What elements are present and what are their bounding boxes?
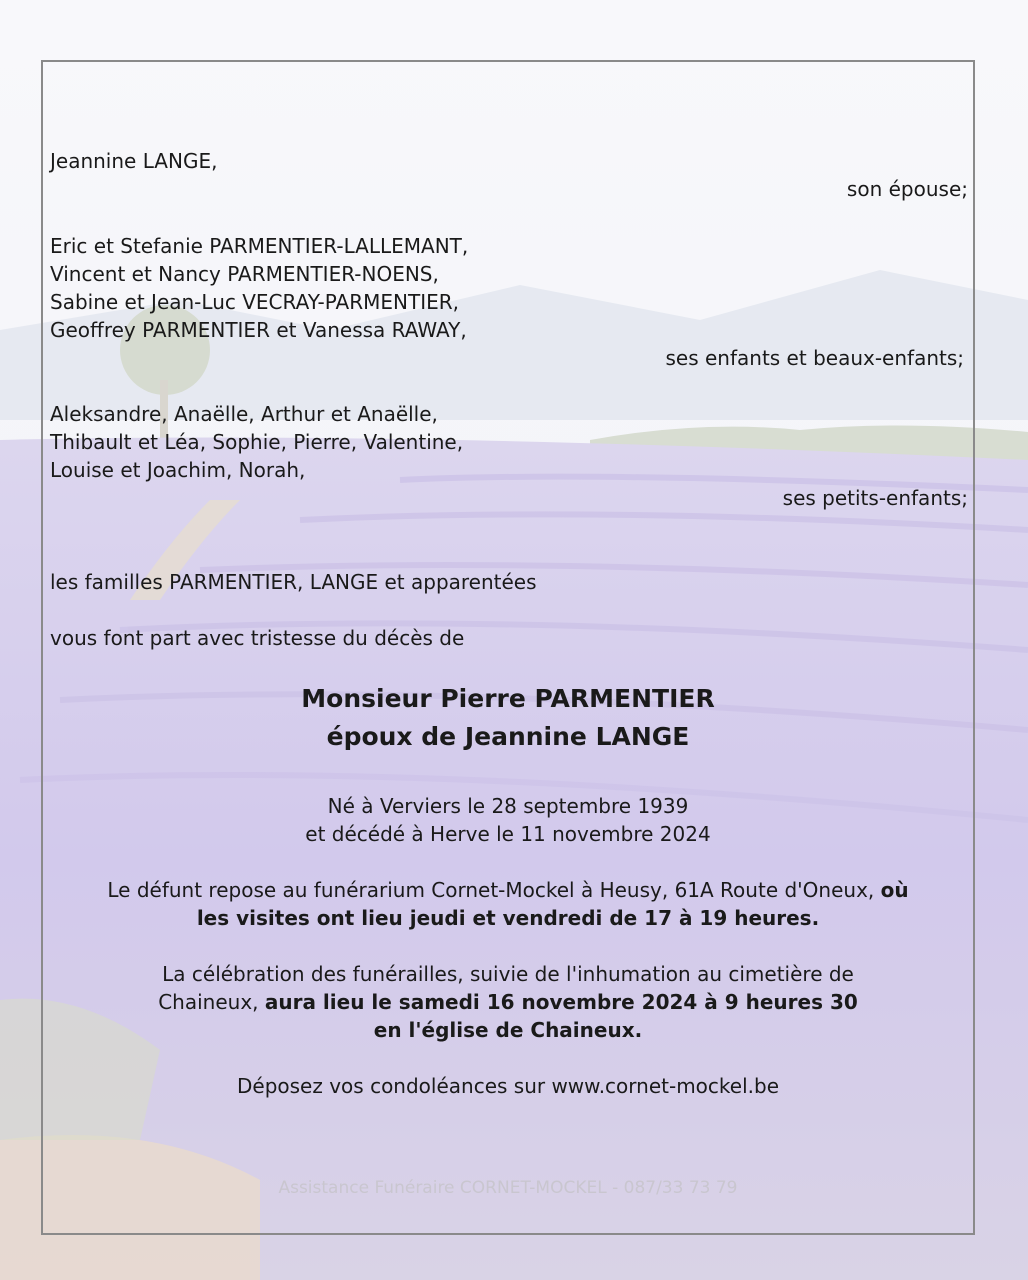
grandchild-line: Louise et Joachim, Norah,: [50, 458, 306, 482]
child-line: Vincent et Nancy PARMENTIER-NOENS,: [50, 262, 439, 286]
ceremony-date: aura lieu le samedi 16 novembre 2024 à 9 heures 30: [264, 990, 858, 1014]
spouse-role: son épouse;: [846, 177, 968, 201]
deceased-spouse-line: époux de Jeannine LANGE: [326, 722, 690, 751]
families-line: les familles PARMENTIER, LANGE et apparentées: [50, 570, 537, 594]
child-line: Eric et Stefanie PARMENTIER-LALLEMANT,: [50, 234, 469, 258]
grandchild-line: Aleksandre, Anaëlle, Arthur et Anaëlle,: [50, 402, 438, 426]
ceremony-church: en l'église de Chaineux.: [373, 1018, 643, 1042]
condolences-line: Déposez vos condoléances sur www.cornet-mockel.be: [237, 1074, 779, 1098]
death-line: et décédé à Herve le 11 novembre 2024: [305, 822, 711, 846]
child-line: Geoffrey PARMENTIER et Vanessa RAWAY,: [50, 318, 467, 342]
visit-line-2: [41, 904, 975, 932]
grandchild-line: Thibault et Léa, Sophie, Pierre, Valentine,: [50, 430, 464, 454]
ceremony-place: Chaineux,: [158, 990, 259, 1014]
visit-text: Le défunt repose au funérarium Cornet-Mockel à Heusy, 61A Route d'Oneux,: [107, 878, 875, 902]
ceremony-line-3: [41, 1016, 975, 1044]
visit-line-1: [41, 876, 975, 904]
birth-line: Né à Verviers le 28 septembre 1939: [327, 794, 689, 818]
ceremony-line-2: [41, 988, 975, 1016]
ceremony-line-1: La célébration des funérailles, suivie de l'inhumation au cimetière de: [162, 962, 854, 986]
visit-hours: les visites ont lieu jeudi et vendredi de 17 à 19 heures.: [196, 906, 820, 930]
spouse-name: Jeannine LANGE,: [50, 149, 218, 173]
announce-line: vous font part avec tristesse du décès de: [50, 626, 465, 650]
children-role: ses enfants et beaux-enfants;: [665, 346, 964, 370]
grandchildren-role: ses petits-enfants;: [782, 486, 968, 510]
deceased-name: Monsieur Pierre PARMENTIER: [301, 684, 715, 713]
footer-contact: Assistance Funéraire CORNET-MOCKEL - 087/33 73 79: [278, 1178, 738, 1198]
visit-text-bold: où: [880, 878, 909, 902]
child-line: Sabine et Jean-Luc VECRAY-PARMENTIER,: [50, 290, 459, 314]
